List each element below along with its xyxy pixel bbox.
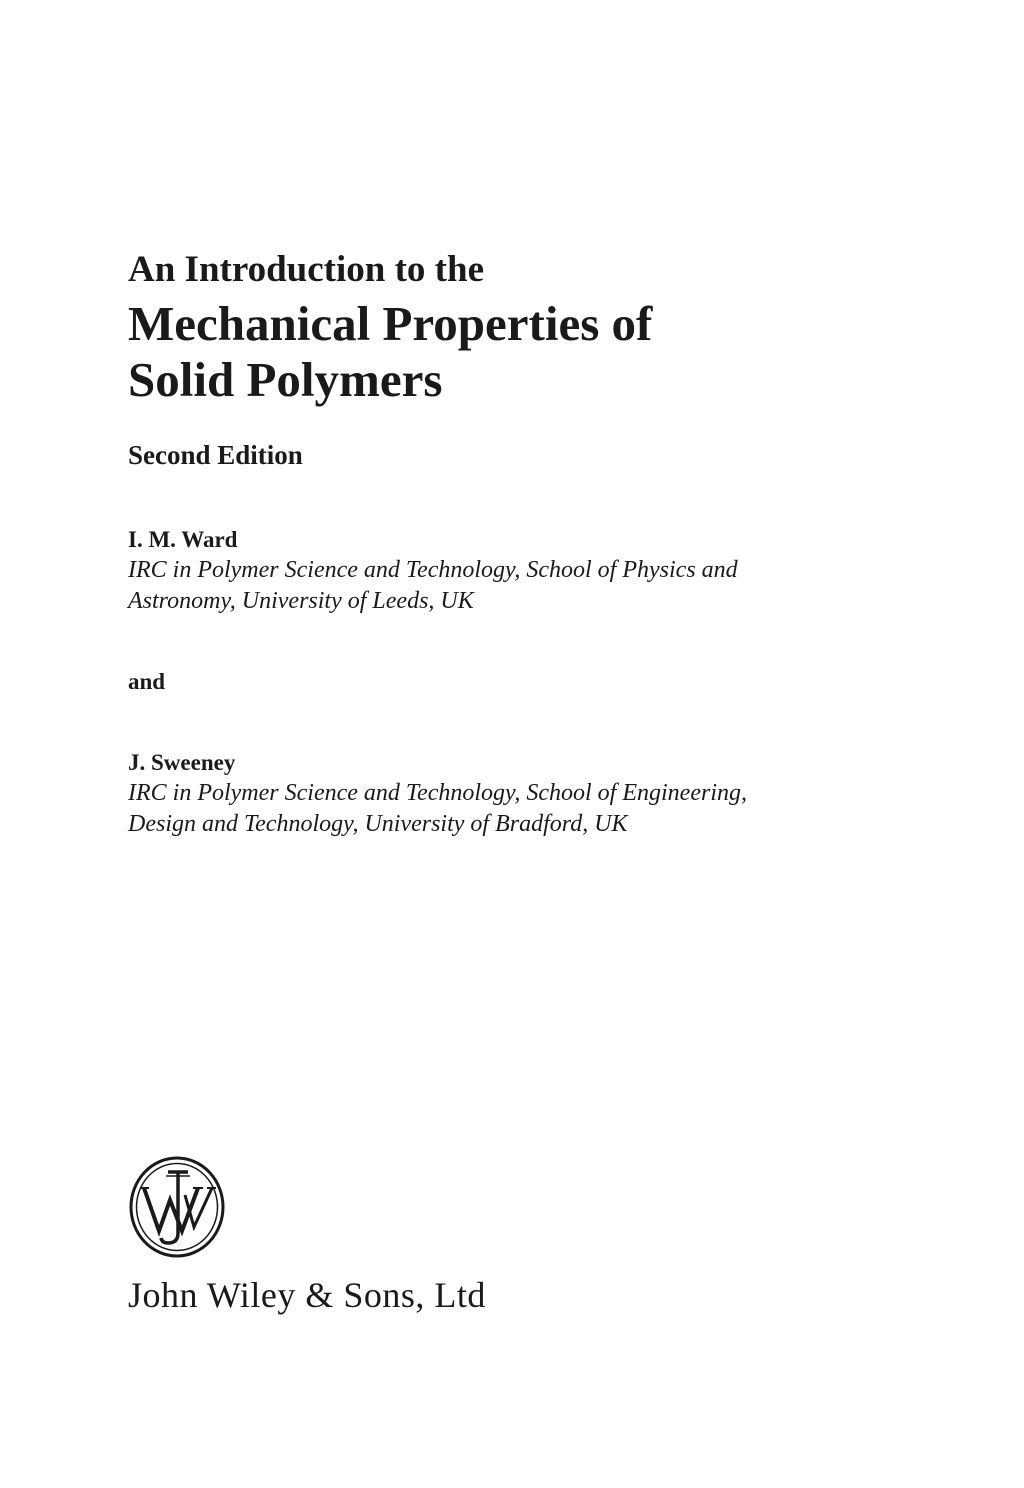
wiley-logo-icon xyxy=(128,1155,226,1259)
main-title-line-2: Solid Polymers xyxy=(128,352,443,407)
author-affiliation-2 xyxy=(128,778,848,840)
affiliation-2-line-2: Design and Technology, University of Bradford, UK xyxy=(128,811,628,837)
author-block-1 xyxy=(128,525,848,617)
author-affiliation-1 xyxy=(128,555,848,617)
affiliation-2-line-1: IRC in Polymer Science and Technology, School of Engineering, xyxy=(128,780,747,806)
edition-label: Second Edition xyxy=(128,440,303,470)
author-block-2 xyxy=(128,748,848,840)
affiliation-1-line-2: Astronomy, University of Leeds, UK xyxy=(128,588,474,614)
author-name-2: J. Sweeney xyxy=(128,750,236,775)
affiliation-1-line-1: IRC in Polymer Science and Technology, School of Physics and xyxy=(128,557,738,583)
author-conjunction: and xyxy=(128,669,166,694)
main-title-line-1: Mechanical Properties of xyxy=(128,296,653,351)
title-intro: An Introduction to the xyxy=(128,249,484,290)
publisher-name: John Wiley & Sons, Ltd xyxy=(128,1275,486,1315)
author-name-1: I. M. Ward xyxy=(128,527,238,552)
main-title xyxy=(128,296,848,408)
